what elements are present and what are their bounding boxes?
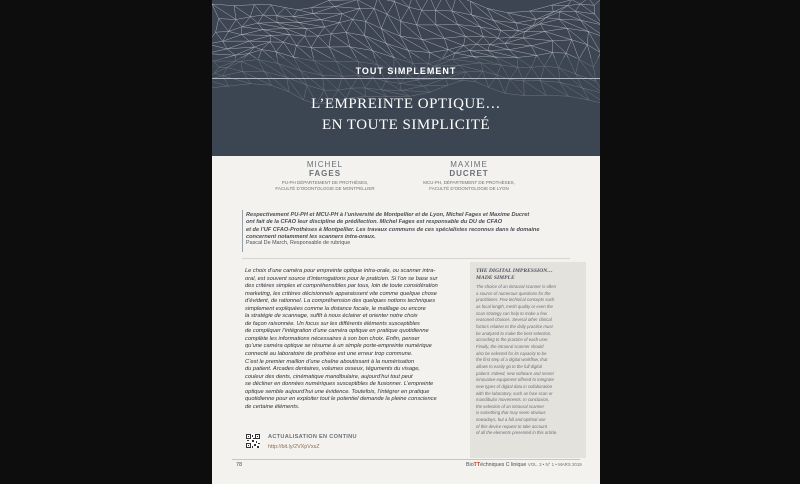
- abstract-text: The choice of an intraoral scanner is often a source of numerous questions for the practitioner. Few technical concepts such as focal length, mesh quality or even the scan strategy can help to make a few reasoned choices. Several other clinical factors relative to the daily practice must be analyzed to make the best selection, according to the practice of each user. Finally, the intraoral scanner should also be selected for its capacity to be the first step of a digital workflow, that allows to easily go to the full digital patient. Indeed, new software and recent innovative equipment offered to integrate new types of digital data in collaboration with the laboratory, such as face scan or mandibular movements. In conclusion, the selection of an intraoral scanner is something that may seem obvious nowadays, but a full and optimal use of this device request to take account of all the elements presented in this article.: [476, 284, 558, 436]
- journal-name: échniques C linique: [480, 462, 527, 468]
- qr-code-icon[interactable]: [246, 434, 260, 448]
- abstract-title-line: MADE SIMPLE: [476, 275, 515, 281]
- intro-line: ont fait de la CFAO leur discipline de prédilection. Michel Fages est responsable du DU de CFAO: [246, 219, 503, 226]
- journal-issue: VOL. 3 • N° 1 • MARS 2019: [527, 462, 582, 467]
- rubric-byline: Pascal De March, Responsable de rubrique: [246, 240, 351, 246]
- author-first-name: MAXIME: [450, 160, 488, 169]
- title-line-1: L’EMPREINTE OPTIQUE…: [311, 96, 501, 112]
- intro-line: Respectivement PU-PH et MCU-PH à l’université de Montpellier et de Lyon, Michel Fages et Maxime Ducret: [246, 212, 530, 218]
- rubric-divider: [212, 78, 600, 79]
- author-affiliation-line: FACULTÉ D’ODONTOLOGIE DE MONTPELLIER: [275, 186, 375, 191]
- journal-footer: [466, 462, 582, 468]
- intro-line: et de l’UF CFAO-Prothèses à Montpellier. Les travaux communs de ces spécialistes reconnus dans le domaine: [246, 226, 540, 233]
- rubric-label: TOUT SIMPLEMENT: [355, 66, 457, 76]
- author-affiliation: [384, 180, 554, 192]
- author-affiliation-line: PU-PH DÉPARTEMENT DE PROTHÈSES,: [281, 180, 369, 185]
- intro-rule: [242, 210, 243, 252]
- abstract-title-line: THE DIGITAL IMPRESSION…: [476, 268, 553, 274]
- author-maxime-ducret: [384, 160, 554, 192]
- magazine-page: [212, 0, 600, 484]
- abstract-title: [476, 268, 580, 282]
- title-line-2: EN TOUTE SIMPLICITÉ: [321, 117, 491, 133]
- intro-line: concernent notamment les scanners intra-oraux.: [246, 234, 376, 241]
- journal-prefix: Bio: [466, 462, 474, 468]
- section-divider: [242, 258, 570, 259]
- author-affiliation-line: FACULTÉ D’ODONTOLOGIE DE LYON: [429, 186, 509, 191]
- author-affiliation-line: MCU-PH, DÉPARTEMENT DE PROTHÈSES,: [423, 180, 515, 185]
- body-text: Le choix d’une caméra pour empreinte optique intra-orale, ou scanner intra- oral, est souvent source d’interrogations pour le praticien. Si l’on se base sur des critères simples et compréhensibles par tous, loin de toute considération marketing, les critères décisionnels apparaissent vite comme quelque chose d’évident, de rationnel. La compréhension des quelques notions techniques simplement expliquées comme la distance focale, le maillage ou encore la stratégie de scannage, suffit à nous éclairer et orienter notre choix de façon raisonnée. Un focus sur les différents éléments susceptibles de compliquer l’intégration d’une caméra optique en pratique quotidienne complète les informations nécessaires à son bon choix. Enfin, penser qu’une caméra optique se résume à un simple porte-empreinte numérique connecté au laboratoire de prothèse est une erreur trop commune. C’est le premier maillon d’une chaîne aboutissant à la numérisation du patient. Arcades dentaires, volumes osseux, téguments du visage, couleur des dents, cinématique mandibulaire, aujourd’hui tout peut se décliner en données numériques susceptibles de fusionner. L’empreinte optique semble aujourd’hui une évidence. Toutefois, l’intégrer en pratique quotidienne pour en exploiter tout le potentiel demande la pleine conscience de certaine éléments.: [245, 268, 438, 410]
- author-last-name: DUCRET: [449, 169, 489, 178]
- article-title: [212, 94, 600, 136]
- update-link[interactable]: http://bit.ly/2VXpVxsZ: [268, 444, 320, 450]
- page-number: 78: [236, 462, 243, 468]
- footer-divider: [232, 459, 580, 460]
- intro-paragraph: [246, 212, 566, 242]
- author-first-name: MICHEL: [306, 160, 344, 169]
- author-last-name: FAGES: [308, 169, 342, 178]
- update-label: ACTUALISATION EN CONTINU: [268, 434, 357, 440]
- journal-accent: TT: [473, 462, 481, 468]
